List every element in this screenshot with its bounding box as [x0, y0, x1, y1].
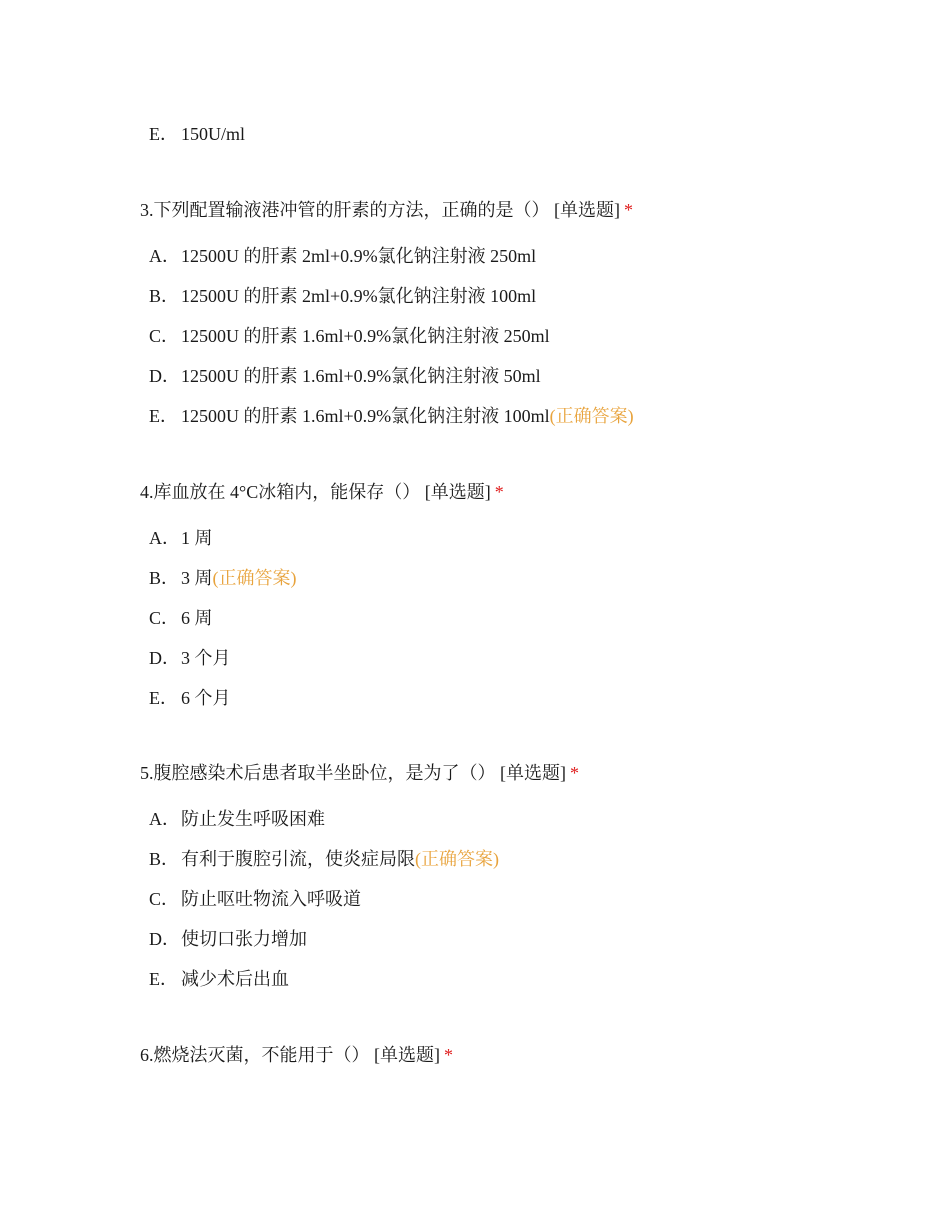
question-5	[140, 761, 900, 991]
option-text: 减少术后出血	[181, 969, 289, 989]
option-d[interactable]	[140, 646, 900, 670]
option-text: 12500U 的肝素 2ml+0.9%氯化钠注射液 100ml	[181, 286, 537, 306]
option-text: 1 周	[181, 528, 213, 548]
question-3	[140, 198, 900, 428]
option-d[interactable]	[140, 364, 900, 388]
option-b[interactable]	[140, 847, 900, 871]
option-letter: C．	[149, 889, 180, 909]
option-letter: E．	[149, 688, 178, 708]
correct-answer-label: (正确答案)	[212, 568, 297, 588]
question-type: [单选题]	[500, 763, 566, 783]
option-text: 防止发生呼吸困难	[181, 809, 325, 829]
option-letter: C．	[149, 326, 180, 346]
option-text: 防止呕吐物流入呼吸道	[181, 889, 361, 909]
option-c[interactable]	[140, 887, 900, 911]
option-e[interactable]	[140, 967, 900, 991]
question-4	[140, 480, 900, 710]
option-letter: C．	[149, 608, 180, 628]
question-type: [单选题]	[424, 482, 491, 502]
option-letter: A．	[149, 528, 180, 548]
option-letter: D．	[149, 929, 180, 949]
option-text: 12500U 的肝素 1.6ml+0.9%氯化钠注射液 250ml	[181, 326, 550, 346]
option-text: 6 个月	[181, 688, 231, 708]
question-type: [单选题]	[374, 1045, 440, 1065]
option-letter: E．	[149, 406, 178, 426]
option-list	[140, 244, 900, 428]
question-6	[140, 1043, 900, 1067]
question-text: 4.库血放在 4°C冰箱内，能保存（）	[140, 482, 421, 502]
question-text: 6.燃烧法灭菌，不能用于（）	[140, 1045, 370, 1065]
option-letter: B．	[149, 286, 180, 306]
option-text: 3 周	[181, 568, 213, 588]
option-b[interactable]	[140, 566, 900, 590]
option-letter: B．	[149, 849, 180, 869]
option-a[interactable]	[140, 244, 900, 268]
question-title	[140, 198, 900, 222]
question-title	[140, 1043, 900, 1067]
option-c[interactable]	[140, 324, 900, 348]
required-mark: *	[444, 1045, 453, 1065]
option-b[interactable]	[140, 284, 900, 308]
option-letter: E．	[149, 969, 178, 989]
option-letter: A．	[149, 246, 180, 266]
option-a[interactable]	[140, 807, 900, 831]
option-letter: D．	[149, 648, 180, 668]
option-e[interactable]	[140, 404, 900, 428]
option-list	[140, 526, 900, 710]
required-mark: *	[624, 200, 633, 220]
option-text: 有利于腹腔引流，使炎症局限	[181, 849, 415, 869]
option-e[interactable]	[140, 686, 900, 710]
option-text: 150U/ml	[181, 124, 246, 144]
option-d[interactable]	[140, 927, 900, 951]
correct-answer-label: (正确答案)	[415, 849, 499, 869]
option-list	[140, 807, 900, 991]
option-letter: D．	[149, 366, 180, 386]
question-type: [单选题]	[554, 200, 620, 220]
option-text: 3 个月	[181, 648, 231, 668]
option-a[interactable]	[140, 526, 900, 550]
option-text: 6 周	[181, 608, 213, 628]
option-text: 使切口张力增加	[181, 929, 307, 949]
required-mark: *	[494, 482, 504, 502]
question-text: 5.腹腔感染术后患者取半坐卧位，是为了（）	[140, 763, 496, 783]
option-letter: E．	[149, 124, 178, 144]
question-title	[140, 480, 900, 504]
correct-answer-label: (正确答案)	[549, 406, 634, 426]
option-c[interactable]	[140, 606, 900, 630]
question-text: 3.下列配置输液港冲管的肝素的方法，正确的是（）	[140, 200, 550, 220]
option-e-continued	[149, 122, 245, 146]
option-letter: A．	[149, 809, 180, 829]
required-mark: *	[570, 763, 579, 783]
question-title	[140, 761, 900, 785]
option-text: 12500U 的肝素 2ml+0.9%氯化钠注射液 250ml	[181, 246, 537, 266]
option-text: 12500U 的肝素 1.6ml+0.9%氯化钠注射液 50ml	[181, 366, 541, 386]
option-letter: B．	[149, 568, 180, 588]
option-text: 12500U 的肝素 1.6ml+0.9%氯化钠注射液 100ml	[181, 406, 550, 426]
